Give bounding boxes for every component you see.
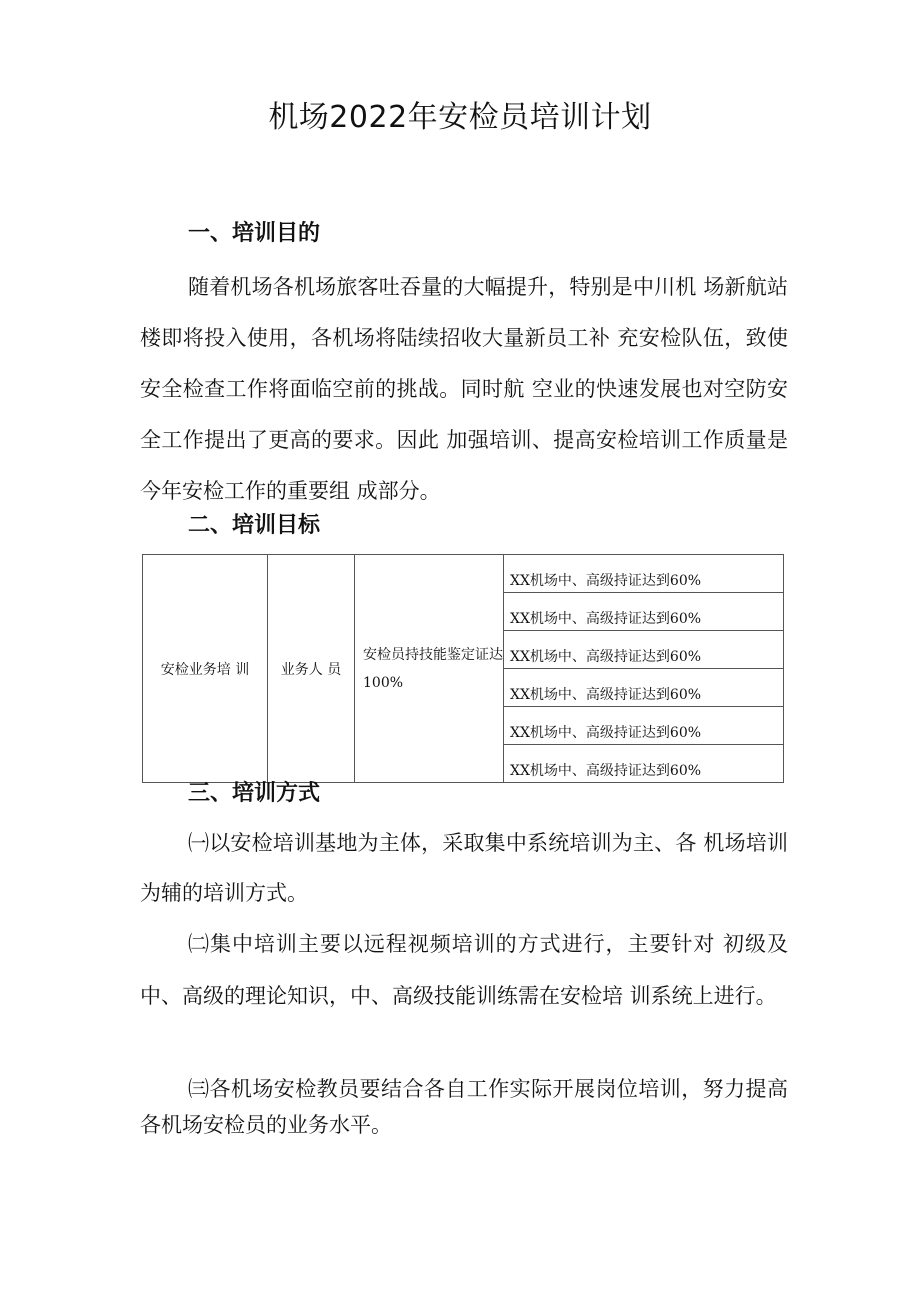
- training-category-cell: 安检业务培 训: [143, 555, 268, 783]
- method-paragraph-3: ㈢各机场安检教员要结合各自工作实际开展岗位培训，努力提高各机场安检员的业务水平。: [140, 1077, 788, 1137]
- airport-target-cell: XX机场中、高级持证达到60%: [504, 593, 784, 631]
- document-title: 机场2022年安检员培训计划: [268, 100, 652, 135]
- section-heading-methods: 三、培训方式: [188, 781, 321, 806]
- purpose-paragraph: 随着机场各机场旅客吐吞量的大幅提升，特别是中川机 场新航站楼即将投入使用，各机场将陆续招收大量新员工补 充安检队伍，致使安全检查工作将面临空前的挑战。同时航 空业的快速发展也对空防安全工作提出了更高的要求。因此 加强培训、提高安检培训工作质量是今年安检工作的重要组 成部分。: [140, 275, 788, 503]
- airport-target-cell: XX机场中、高级持证达到60%: [504, 707, 784, 745]
- personnel-cell: 业务人 员: [268, 555, 355, 783]
- airport-target-cell: XX机场中、高级持证达到60%: [504, 555, 784, 593]
- section-heading-goals: 二、培训目标: [188, 513, 321, 538]
- goals-table: [142, 554, 784, 783]
- airport-target-cell: XX机场中、高级持证达到60%: [504, 631, 784, 669]
- method-paragraph-2: ㈡集中培训主要以远程视频培训的方式进行，主要针对 初级及中、高级的理论知识，中、高级技能训练需在安检培 训系统上进行。: [140, 932, 788, 1008]
- section-heading-purpose: 一、培训目的: [188, 221, 321, 246]
- airport-target-cell: XX机场中、高级持证达到60%: [504, 745, 784, 783]
- certification-goal-cell: 安检员持技能鉴定证达100%: [355, 555, 504, 783]
- method-paragraph-1: ㈠以安检培训基地为主体，采取集中系统培训为主、各 机场培训为辅的培训方式。: [140, 831, 788, 905]
- airport-target-cell: XX机场中、高级持证达到60%: [504, 669, 784, 707]
- table-row: [143, 555, 784, 593]
